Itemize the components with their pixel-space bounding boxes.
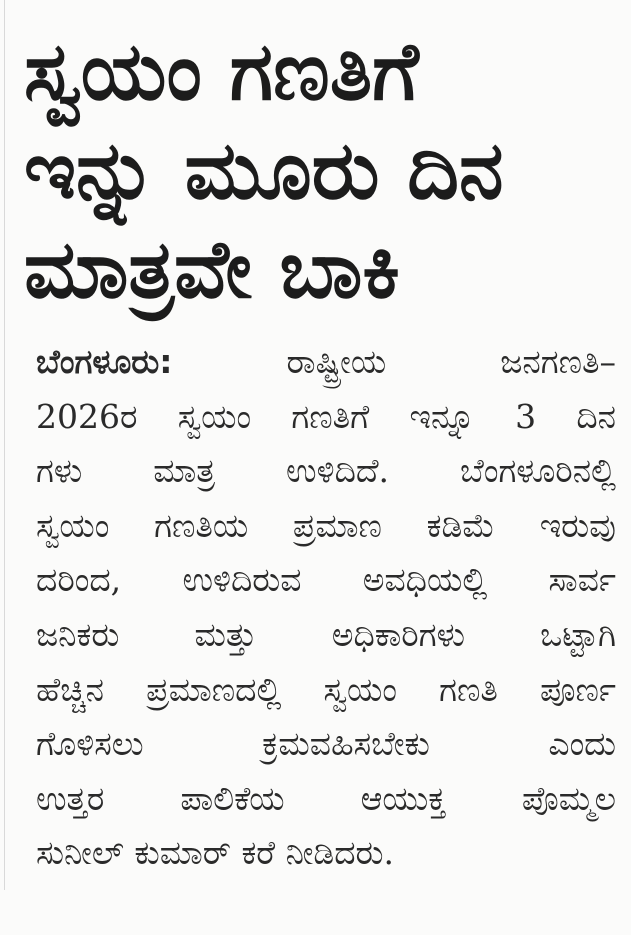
headline-line-3: ಮಾತ್ರವೇ ಬಾಕಿ — [24, 223, 400, 316]
body-line-9: ಉತ್ತರ ಪಾಲಿಕೆಯ ಆಯುಕ್ತ ಪೊಮ್ಮಲ — [36, 778, 616, 818]
headline-line-1: ಸ್ವಯಂ ಗಣತಿಗೆ — [24, 25, 419, 118]
body-line-1-text: ರಾಷ್ಟ್ರೀಯ ಜನಗಣತಿ– — [286, 342, 616, 381]
body-line-7: ಹೆಚ್ಚಿನ ಪ್ರಮಾಣದಲ್ಲಿ ಸ್ವಯಂ ಗಣತಿ ಪೂರ್ಣ — [36, 669, 616, 709]
body-line-10: ಸುನೀಲ್ ಕುಮಾರ್ ಕರೆ ನೀಡಿದರು. — [36, 833, 394, 873]
body-line-2: 2026ರ ಸ್ವಯಂ ಗಣತಿಗೆ ಇನ್ನೂ 3 ದಿನ — [36, 396, 616, 436]
cropped-previous-article-fragment — [150, 0, 270, 7]
body-line-1 — [36, 335, 616, 390]
body-line-8: ಗೊಳಿಸಲು ಕ್ರಮವಹಿಸಬೇಕು ಎಂದು — [36, 724, 616, 764]
body-line-3: ಗಳು ಮಾತ್ರ ಉಳಿದಿದೆ. ಬೆಂಗಳೂರಿನಲ್ಲಿ — [36, 451, 616, 491]
dateline: ಬೆಂಗಳೂರು: — [36, 342, 173, 381]
column-divider — [4, 0, 5, 890]
body-line-5: ದರಿಂದ, ಉಳಿದಿರುವ ಅವಧಿಯಲ್ಲಿ ಸಾರ್ವ — [36, 560, 616, 600]
article-body — [36, 335, 616, 881]
body-line-4: ಸ್ವಯಂ ಗಣತಿಯ ಪ್ರಮಾಣ ಕಡಿಮೆ ಇರುವು — [36, 505, 616, 545]
article-headline — [24, 22, 614, 319]
body-line-6: ಜನಿಕರು ಮತ್ತು ಅಧಿಕಾರಿಗಳು ಒಟ್ಟಾಗಿ — [36, 614, 616, 654]
headline-line-2: ಇನ್ನು ಮೂರು ದಿನ — [24, 124, 504, 217]
